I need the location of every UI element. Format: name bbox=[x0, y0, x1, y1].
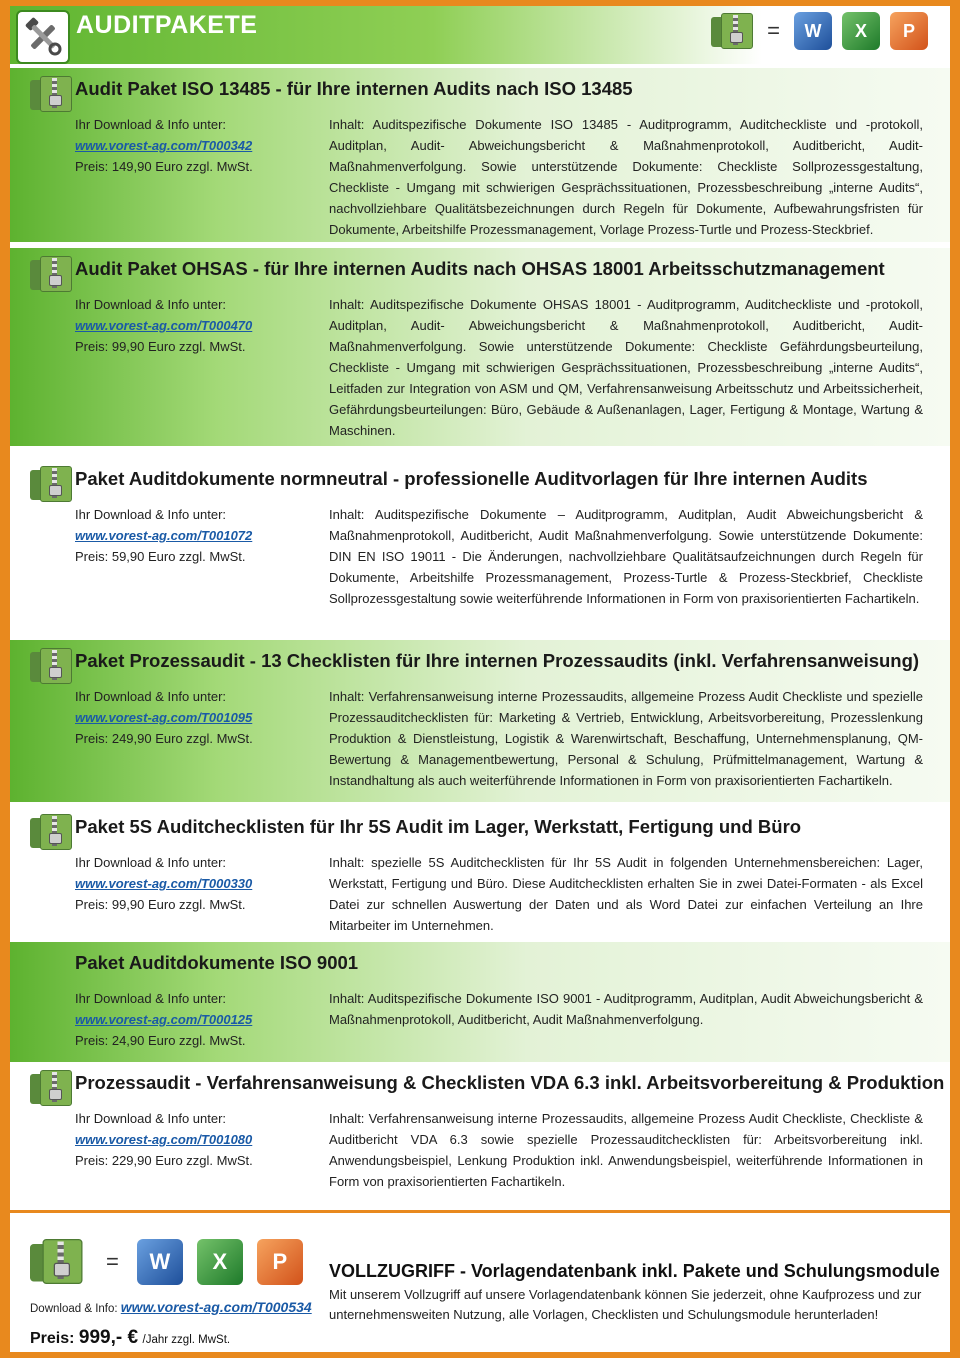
package-description: Inhalt: Auditspezifische Dokumente – Auditprogramm, Auditplan, Audit Abweichungsbericht & Maßnahmenprotokoll, Auditbericht, Audit Maßnahmenverfolgung. Sowie unterstützende Dokumente: DIN EN ISO 19011 - Die Änderungen, nachvollziehbare Qualitätsaufzeichnungen durch Regeln für Dokumente, Arbeitshilfe Prozessmanagement, Prozess-Turtle & Prozess-Steckbrief, Checkliste Sollprozessgestaltung sowie weiterführende Informationen in Form von praxisorientierten Fachartikeln. bbox=[329, 507, 923, 606]
package-link[interactable]: www.vorest-ag.com/T000330 bbox=[75, 876, 253, 891]
header-format-icons bbox=[711, 12, 928, 50]
package-title: Paket 5S Auditchecklisten für Ihr 5S Audit im Lager, Werkstatt, Fertigung und Büro bbox=[75, 816, 802, 837]
package-section bbox=[10, 942, 950, 1064]
package-section bbox=[10, 640, 950, 802]
package-price: Preis: 99,90 Euro zzgl. MwSt. bbox=[75, 897, 246, 912]
info-label: Ihr Download & Info unter: bbox=[75, 991, 227, 1006]
archive-icon bbox=[30, 76, 72, 112]
footer-format-icons bbox=[30, 1239, 303, 1285]
package-link[interactable]: www.vorest-ag.com/T001072 bbox=[75, 528, 253, 543]
package-link[interactable]: www.vorest-ag.com/T000470 bbox=[75, 318, 253, 333]
info-label: Ihr Download & Info unter: bbox=[75, 507, 227, 522]
archive-icon bbox=[30, 466, 72, 502]
full-access-title: VOLLZUGRIFF - Vorlagendatenbank inkl. Pakete und Schulungsmodule bbox=[329, 1261, 940, 1281]
package-section bbox=[10, 1062, 950, 1206]
archive-icon bbox=[30, 648, 72, 684]
package-info bbox=[75, 114, 253, 177]
full-access-link[interactable]: www.vorest-ag.com/T000534 bbox=[120, 1299, 312, 1315]
price-value: 999,- € bbox=[78, 1327, 139, 1348]
package-description: Inhalt: Verfahrensanweisung interne Prozessaudits, allgemeine Prozess Audit Checkliste, Checkliste & Auditbericht VDA 6.3 sowie spezielle Prozessauditchecklisten für: Arbeitsvorbereitung inkl. Anwendungsbeispiel, Lenkung Produktion inkl. Anwendungsbeispiel, weiterführende Informationen in Form von praxisorientierten Fachartikeln. bbox=[329, 1111, 923, 1189]
footer-price bbox=[30, 1327, 230, 1349]
excel-icon: X bbox=[842, 12, 880, 50]
package-info bbox=[75, 988, 252, 1051]
package-info bbox=[75, 1108, 253, 1171]
package-title: Paket Auditdokumente normneutral - professionelle Auditvorlagen für Ihre internen Audits bbox=[75, 468, 868, 489]
info-label: Ihr Download & Info unter: bbox=[75, 117, 227, 132]
price-suffix: /Jahr zzgl. MwSt. bbox=[142, 1334, 231, 1346]
full-access-offer bbox=[10, 1213, 950, 1352]
powerpoint-icon: P bbox=[890, 12, 928, 50]
package-description: Inhalt: spezielle 5S Auditchecklisten für Ihr 5S Audit in folgenden Unternehmensbereichen: Lager, Werkstatt, Fertigung und Büro. Diese Auditchecklisten erhalten Sie in zwei Datei-Formaten - als Excel Datei zur schnellen Auswertung der Daten und als Word Datei zur einfachen Verteilung an Ihre Mitarbeiter im Unternehmen. bbox=[329, 855, 923, 933]
package-section bbox=[10, 68, 950, 242]
info-label: Ihr Download & Info unter: bbox=[75, 689, 227, 704]
package-price: Preis: 24,90 Euro zzgl. MwSt. bbox=[75, 1033, 246, 1048]
package-title: Prozessaudit - Verfahrensanweisung & Checklisten VDA 6.3 inkl. Arbeitsvorbereitung & Produktion bbox=[75, 1072, 945, 1093]
archive-icon bbox=[711, 13, 753, 49]
package-section bbox=[10, 458, 950, 634]
package-description: Inhalt: Auditspezifische Dokumente ISO 13485 - Auditprogramm, Auditcheckliste und -protokoll, Auditplan, Audit- Abweichungsbericht & Maßnahmenprotokoll, Auditbericht, Audit-Maßnahmenverfolgung. Sowie unterstützende Dokumente: Checkliste Sollprozessgestaltung, Checkliste - Umgang mit schwierigen Gesprächssituationen, Prozessbeschreibung „interne Audits“, nachvollziehbare Qualitätsbezeichnungen durch Regeln für Dokumente, Aufbewahrungsfristen für Dokumente, Arbeitshilfe Prozessmanagement, Vorlage Prozess-Turtle und Prozess-Steckbrief. bbox=[329, 117, 923, 237]
archive-icon bbox=[30, 1239, 95, 1297]
full-access-description: Mit unserem Vollzugriff auf unsere Vorlagendatenbank können Sie jederzeit, ohne Kaufprozess und zur unternehmensweiten Nutzung, alle Vorlagen, Checklisten und Schulungsmodule herunterladen! bbox=[329, 1287, 922, 1322]
equals-sign: = bbox=[106, 1249, 119, 1274]
info-label: Ihr Download & Info unter: bbox=[75, 1111, 227, 1126]
download-label: Download & Info: bbox=[30, 1303, 118, 1315]
package-price: Preis: 229,90 Euro zzgl. MwSt. bbox=[75, 1153, 253, 1168]
package-info bbox=[75, 504, 252, 567]
package-link[interactable]: www.vorest-ag.com/T001080 bbox=[75, 1132, 253, 1147]
package-info bbox=[75, 294, 252, 357]
package-link[interactable]: www.vorest-ag.com/T000125 bbox=[75, 1012, 253, 1027]
info-label: Ihr Download & Info unter: bbox=[75, 297, 227, 312]
package-price: Preis: 149,90 Euro zzgl. MwSt. bbox=[75, 159, 253, 174]
package-title: Paket Auditdokumente ISO 9001 bbox=[75, 952, 359, 973]
package-title: Paket Prozessaudit - 13 Checklisten für Ihre internen Prozessaudits (inkl. Verfahrensanweisung) bbox=[75, 650, 920, 671]
package-price: Preis: 59,90 Euro zzgl. MwSt. bbox=[75, 549, 246, 564]
footer-download bbox=[30, 1299, 312, 1315]
word-icon: W bbox=[137, 1239, 183, 1285]
package-link[interactable]: www.vorest-ag.com/T001095 bbox=[75, 710, 253, 725]
package-price: Preis: 249,90 Euro zzgl. MwSt. bbox=[75, 731, 253, 746]
equals-sign: = bbox=[767, 18, 780, 43]
archive-icon bbox=[30, 814, 72, 850]
package-link[interactable]: www.vorest-ag.com/T000342 bbox=[75, 138, 253, 153]
package-info bbox=[75, 686, 253, 749]
package-title: Audit Paket OHSAS - für Ihre internen Audits nach OHSAS 18001 Arbeitsschutzmanagement bbox=[75, 258, 885, 279]
powerpoint-icon: P bbox=[257, 1239, 303, 1285]
package-info bbox=[75, 852, 252, 915]
package-description: Inhalt: Auditspezifische Dokumente ISO 9001 - Auditprogramm, Auditplan, Audit Abweichungsbericht & Maßnahmenprotokoll, Auditbericht, Audit Maßnahmenverfolgung. bbox=[329, 991, 923, 1027]
info-label: Ihr Download & Info unter: bbox=[75, 855, 227, 870]
page-header bbox=[10, 6, 950, 64]
package-section bbox=[10, 806, 950, 940]
package-section bbox=[10, 248, 950, 446]
archive-icon bbox=[30, 1070, 72, 1106]
word-icon: W bbox=[794, 12, 832, 50]
package-price: Preis: 99,90 Euro zzgl. MwSt. bbox=[75, 339, 246, 354]
tools-icon bbox=[16, 10, 70, 64]
brochure-page bbox=[10, 6, 950, 1352]
excel-icon: X bbox=[197, 1239, 243, 1285]
archive-icon bbox=[30, 256, 72, 292]
package-title: Audit Paket ISO 13485 - für Ihre internen Audits nach ISO 13485 bbox=[75, 78, 633, 99]
price-label: Preis: bbox=[30, 1330, 75, 1347]
page-title: AUDITPAKETE bbox=[76, 11, 258, 39]
package-description: Inhalt: Verfahrensanweisung interne Prozessaudits, allgemeine Prozess Audit Checkliste und spezielle Prozessauditchecklisten für: Marketing & Vertrieb, Entwicklung, Arbeitsvorbereitung, Prozesslenkung Produktion & Dienstleistung, Logistik & Warenwirtschaft, Beschaffung, Unternehmensplanung, QM-Bewertung & Managementbewertung, Personal & Schulung, Prüfmittelmanagement, Wartung & Instandhaltung als auch weiterführende Informationen in Form von praxisorientierten Fachartikeln. bbox=[329, 689, 923, 788]
package-description: Inhalt: Auditspezifische Dokumente OHSAS 18001 - Auditprogramm, Auditcheckliste und -protokoll, Auditplan, Audit- Abweichungsbericht & Maßnahmenprotokoll, Auditbericht, Audit-Maßnahmenverfolgung. Sowie unterstützende Dokumente: Checkliste Gefährdungsbeurteilung, Checkliste - Umgang mit schwierigen Gesprächssituationen, Prozessbeschreibung „interne Audits“, Leitfaden zur Integration von ASM und QM, Verfahrensanweisung Arbeitsschutz und Arbeitssicherheit, Gefährdungsbeurteilungen: Büro, Gebäude & Außenanlagen, Lager, Fertigung & Montage, Wartung & Maschinen. bbox=[329, 297, 923, 438]
